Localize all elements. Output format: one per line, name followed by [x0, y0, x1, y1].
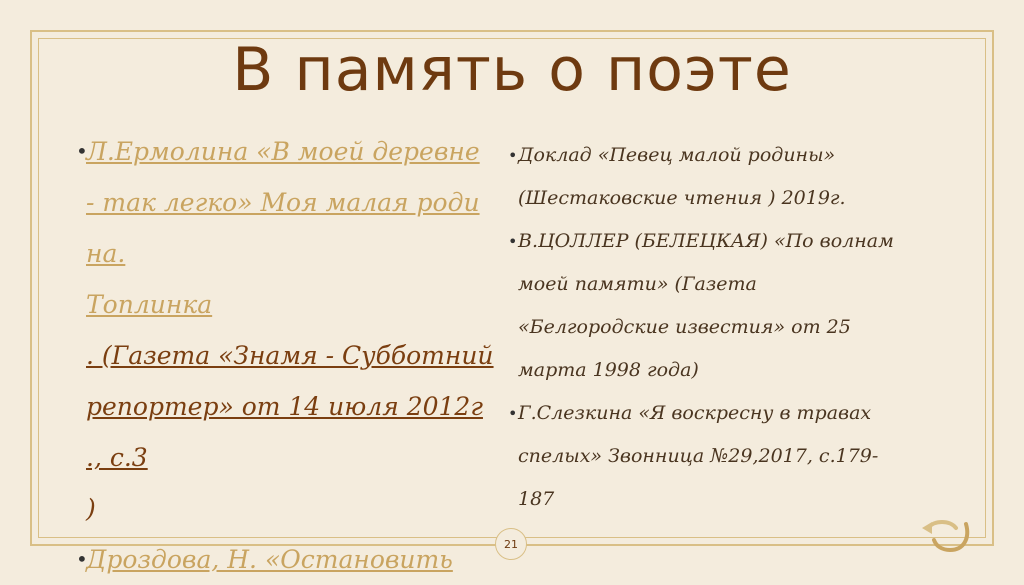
list-item [508, 220, 903, 392]
reference-text: моей памяти» (Газета [518, 273, 757, 295]
reference-text: марта 1998 года) [518, 359, 699, 381]
list-item [76, 534, 496, 585]
reference-link[interactable]: - так легко» Моя малая роди [86, 188, 480, 217]
reference-link[interactable]: ., с.3 [86, 443, 148, 472]
bullet: • [508, 232, 518, 251]
bullet: • [76, 547, 88, 571]
list-item [76, 126, 496, 534]
list-item [508, 134, 903, 220]
page-number: 21 [495, 528, 527, 560]
reference-text: Доклад «Певец малой родины» [518, 144, 836, 166]
reference-text: Г.Слезкина «Я воскресну в травах [518, 402, 872, 424]
return-arrow-icon[interactable] [920, 518, 978, 554]
reference-link[interactable]: . (Газета «Знамя - Субботний [86, 341, 494, 370]
reference-link[interactable]: на. [86, 239, 126, 268]
slide-title: В память о поэте [232, 35, 792, 105]
bullet: • [76, 139, 88, 163]
bullet: • [508, 146, 518, 165]
reference-text: 187 [518, 488, 555, 510]
reference-link[interactable]: ) [86, 494, 96, 523]
right-reference-list [508, 134, 903, 521]
reference-link[interactable]: Топлинка [86, 290, 213, 319]
reference-link[interactable]: Л.Ермолина «В моей деревне [86, 137, 480, 166]
reference-text: В.ЦОЛЛЕР (БЕЛЕЦКАЯ) «По волнам [518, 230, 894, 252]
reference-link[interactable]: репортер» от 14 июля 2012г [86, 392, 483, 421]
list-item [508, 392, 903, 521]
bullet: • [508, 404, 518, 423]
reference-link[interactable]: Дроздова, Н. «Остановить [86, 545, 453, 574]
reference-text: спелых» Звонница №29,2017, с.179- [518, 445, 879, 467]
reference-text: «Белгородские известия» от 25 [518, 316, 851, 338]
left-reference-list [76, 126, 496, 585]
reference-text: (Шестаковские чтения ) 2019г. [518, 187, 846, 209]
